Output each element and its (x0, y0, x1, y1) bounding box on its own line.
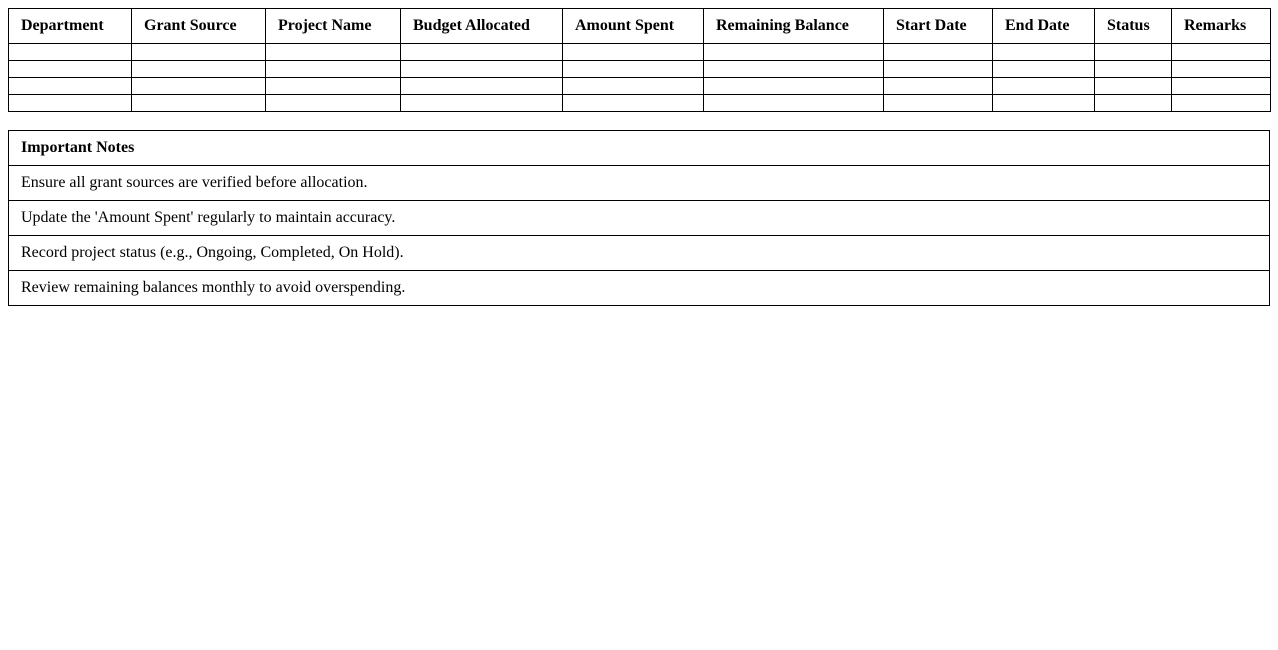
table-cell[interactable] (993, 44, 1095, 61)
table-cell[interactable] (704, 44, 884, 61)
table-cell[interactable] (563, 95, 704, 112)
table-cell[interactable] (132, 44, 266, 61)
table-row (9, 61, 1271, 78)
table-cell[interactable] (9, 61, 132, 78)
table-header-row (9, 9, 1271, 44)
note-item: Ensure all grant sources are verified before allocation. (9, 166, 1270, 201)
header-budget-allocated: Budget Allocated (401, 9, 563, 44)
note-item: Record project status (e.g., Ongoing, Completed, On Hold). (9, 236, 1270, 271)
table-cell[interactable] (563, 78, 704, 95)
important-notes-table (8, 130, 1270, 306)
table-cell[interactable] (1095, 44, 1172, 61)
table-cell[interactable] (1172, 95, 1271, 112)
table-cell[interactable] (1095, 78, 1172, 95)
table-cell[interactable] (401, 44, 563, 61)
table-cell[interactable] (1095, 61, 1172, 78)
table-cell[interactable] (993, 78, 1095, 95)
header-grant-source: Grant Source (132, 9, 266, 44)
table-cell[interactable] (132, 95, 266, 112)
grant-tracking-table (8, 8, 1271, 112)
header-end-date: End Date (993, 9, 1095, 44)
table-cell[interactable] (132, 78, 266, 95)
table-cell[interactable] (9, 78, 132, 95)
table-row (9, 78, 1271, 95)
notes-heading: Important Notes (9, 131, 1270, 166)
table-cell[interactable] (1095, 95, 1172, 112)
table-cell[interactable] (266, 44, 401, 61)
table-cell[interactable] (266, 78, 401, 95)
table-cell[interactable] (884, 78, 993, 95)
table-cell[interactable] (704, 78, 884, 95)
header-amount-spent: Amount Spent (563, 9, 704, 44)
note-item: Update the 'Amount Spent' regularly to maintain accuracy. (9, 201, 1270, 236)
note-item: Review remaining balances monthly to avoid overspending. (9, 271, 1270, 306)
note-row (9, 236, 1270, 271)
table-cell[interactable] (563, 61, 704, 78)
table-cell[interactable] (993, 95, 1095, 112)
header-department: Department (9, 9, 132, 44)
table-cell[interactable] (1172, 44, 1271, 61)
table-row (9, 44, 1271, 61)
table-cell[interactable] (563, 44, 704, 61)
table-cell[interactable] (704, 61, 884, 78)
table-cell[interactable] (266, 61, 401, 78)
table-cell[interactable] (704, 95, 884, 112)
table-body (9, 44, 1271, 112)
notes-heading-row (9, 131, 1270, 166)
header-start-date: Start Date (884, 9, 993, 44)
table-cell[interactable] (266, 95, 401, 112)
table-cell[interactable] (401, 61, 563, 78)
table-cell[interactable] (401, 78, 563, 95)
note-row (9, 166, 1270, 201)
table-cell[interactable] (9, 44, 132, 61)
header-status: Status (1095, 9, 1172, 44)
table-cell[interactable] (884, 44, 993, 61)
table-cell[interactable] (132, 61, 266, 78)
header-remaining-balance: Remaining Balance (704, 9, 884, 44)
table-cell[interactable] (401, 95, 563, 112)
table-cell[interactable] (1172, 78, 1271, 95)
header-remarks: Remarks (1172, 9, 1271, 44)
table-cell[interactable] (993, 61, 1095, 78)
note-row (9, 271, 1270, 306)
table-cell[interactable] (884, 61, 993, 78)
note-row (9, 201, 1270, 236)
table-row (9, 95, 1271, 112)
table-cell[interactable] (9, 95, 132, 112)
table-cell[interactable] (884, 95, 993, 112)
table-cell[interactable] (1172, 61, 1271, 78)
header-project-name: Project Name (266, 9, 401, 44)
